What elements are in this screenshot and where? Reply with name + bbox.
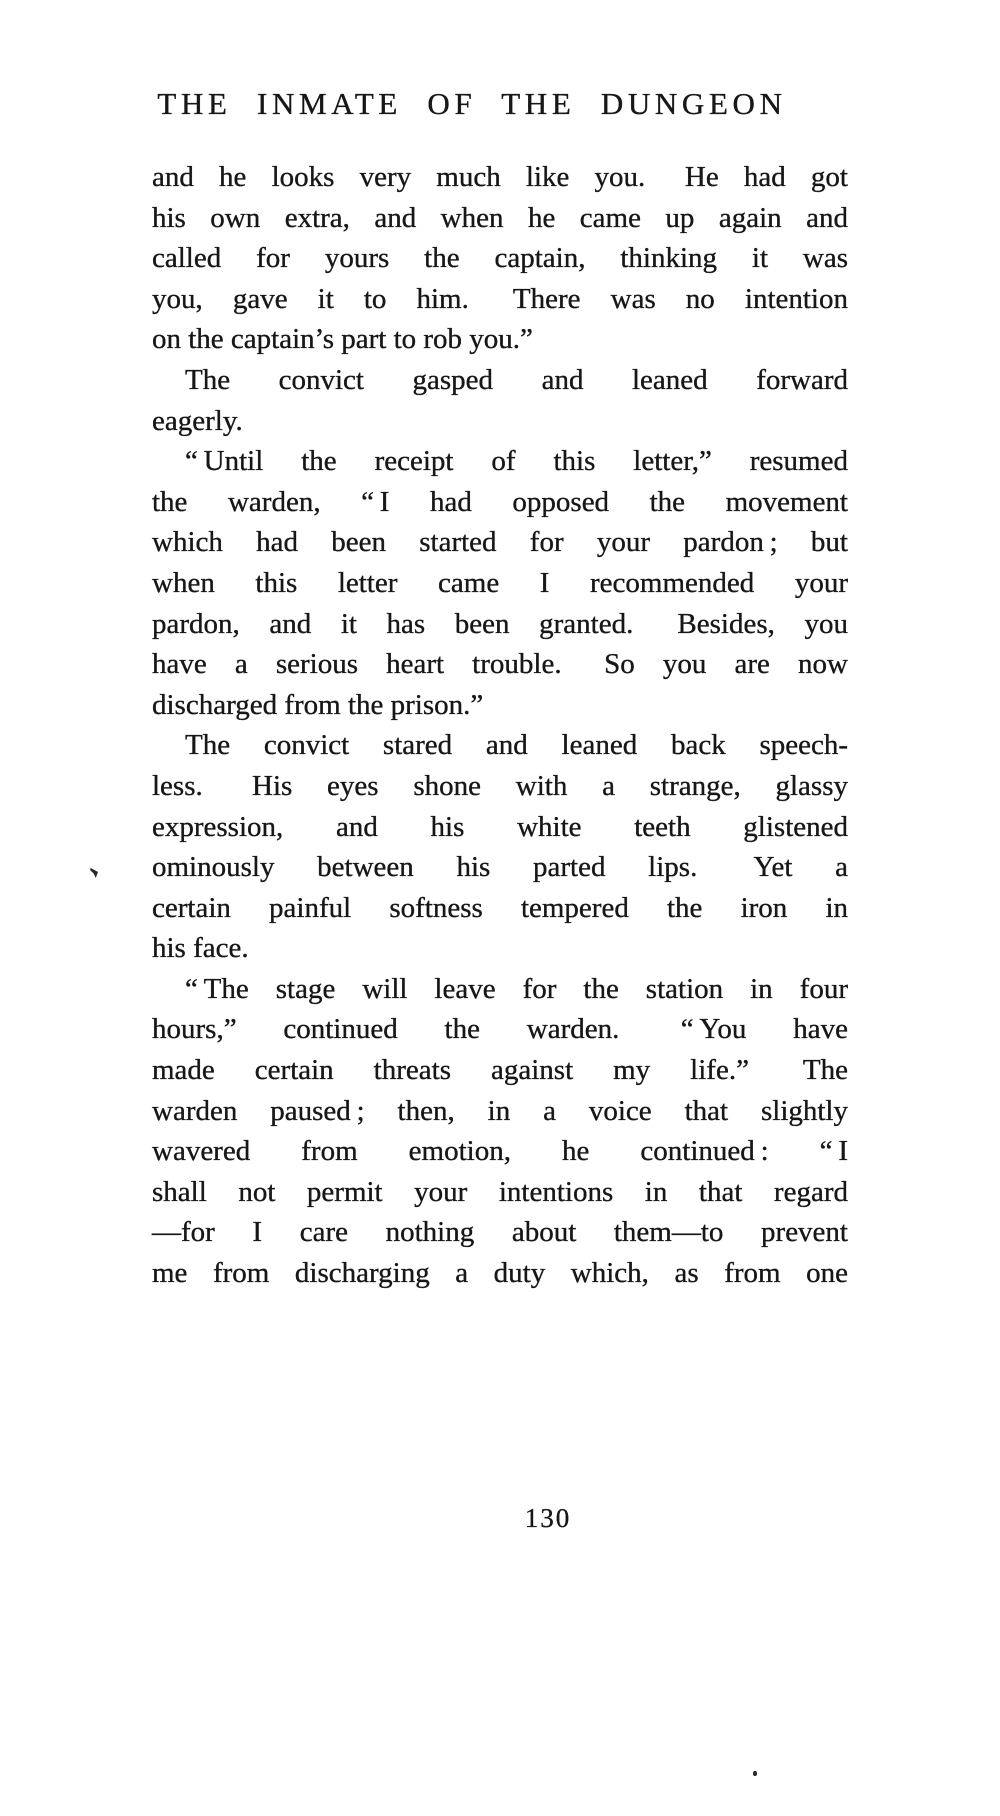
- text-line: and he looks very much like you. He had got: [152, 161, 848, 193]
- text-line: wavered from emotion, he continued : “ I: [152, 1135, 848, 1168]
- text-line: certain painful softness tempered the iron in: [152, 891, 848, 924]
- text-line: “ The stage will leave for the station in four: [185, 972, 848, 1005]
- text-line: expression, and his white teeth glistened: [152, 810, 848, 843]
- page-title: THE INMATE OF THE DUNGEON: [157, 86, 787, 121]
- text-line: his own extra, and when he came up again and: [152, 201, 848, 234]
- text-block: [152, 157, 848, 1294]
- text-line: have a serious heart trouble. So you are now: [152, 648, 848, 681]
- text-line: which had been started for your pardon ; but: [152, 526, 848, 559]
- ink-speck: [753, 1771, 757, 1776]
- text-line: discharged from the prison.”: [152, 688, 484, 721]
- text-line: “ Until the receipt of this letter,” resumed: [185, 445, 848, 478]
- text-line: on the captain’s part to rob you.”: [152, 323, 533, 356]
- text-line: hours,” continued the warden. “ You have: [152, 1013, 848, 1046]
- text-line: when this letter came I recommended your: [152, 566, 848, 599]
- ink-speck: [90, 868, 98, 878]
- text-line: pardon, and it has been granted. Besides, you: [152, 607, 848, 640]
- text-line: me from discharging a duty which, as from one: [152, 1257, 848, 1290]
- text-line: shall not permit your intentions in that regard: [152, 1175, 848, 1208]
- text-line: called for yours the captain, thinking it was: [152, 242, 848, 275]
- text-line: The convict gasped and leaned forward: [185, 363, 848, 396]
- text-line: The convict stared and leaned back speech-: [185, 729, 848, 762]
- text-line: eagerly.: [152, 404, 243, 437]
- text-line: —for I care nothing about them—to prevent: [152, 1216, 848, 1249]
- text-line: his face.: [152, 932, 249, 965]
- page-number: 130: [524, 1503, 572, 1533]
- text-line: warden paused ; then, in a voice that slightly: [152, 1094, 848, 1127]
- text-line: ominously between his parted lips. Yet a: [152, 851, 848, 884]
- text-line: made certain threats against my life.” The: [152, 1054, 848, 1087]
- text-line: the warden, “ I had opposed the movement: [152, 485, 848, 518]
- text-line: less. His eyes shone with a strange, glassy: [152, 769, 848, 802]
- text-line: you, gave it to him. There was no intention: [152, 282, 848, 315]
